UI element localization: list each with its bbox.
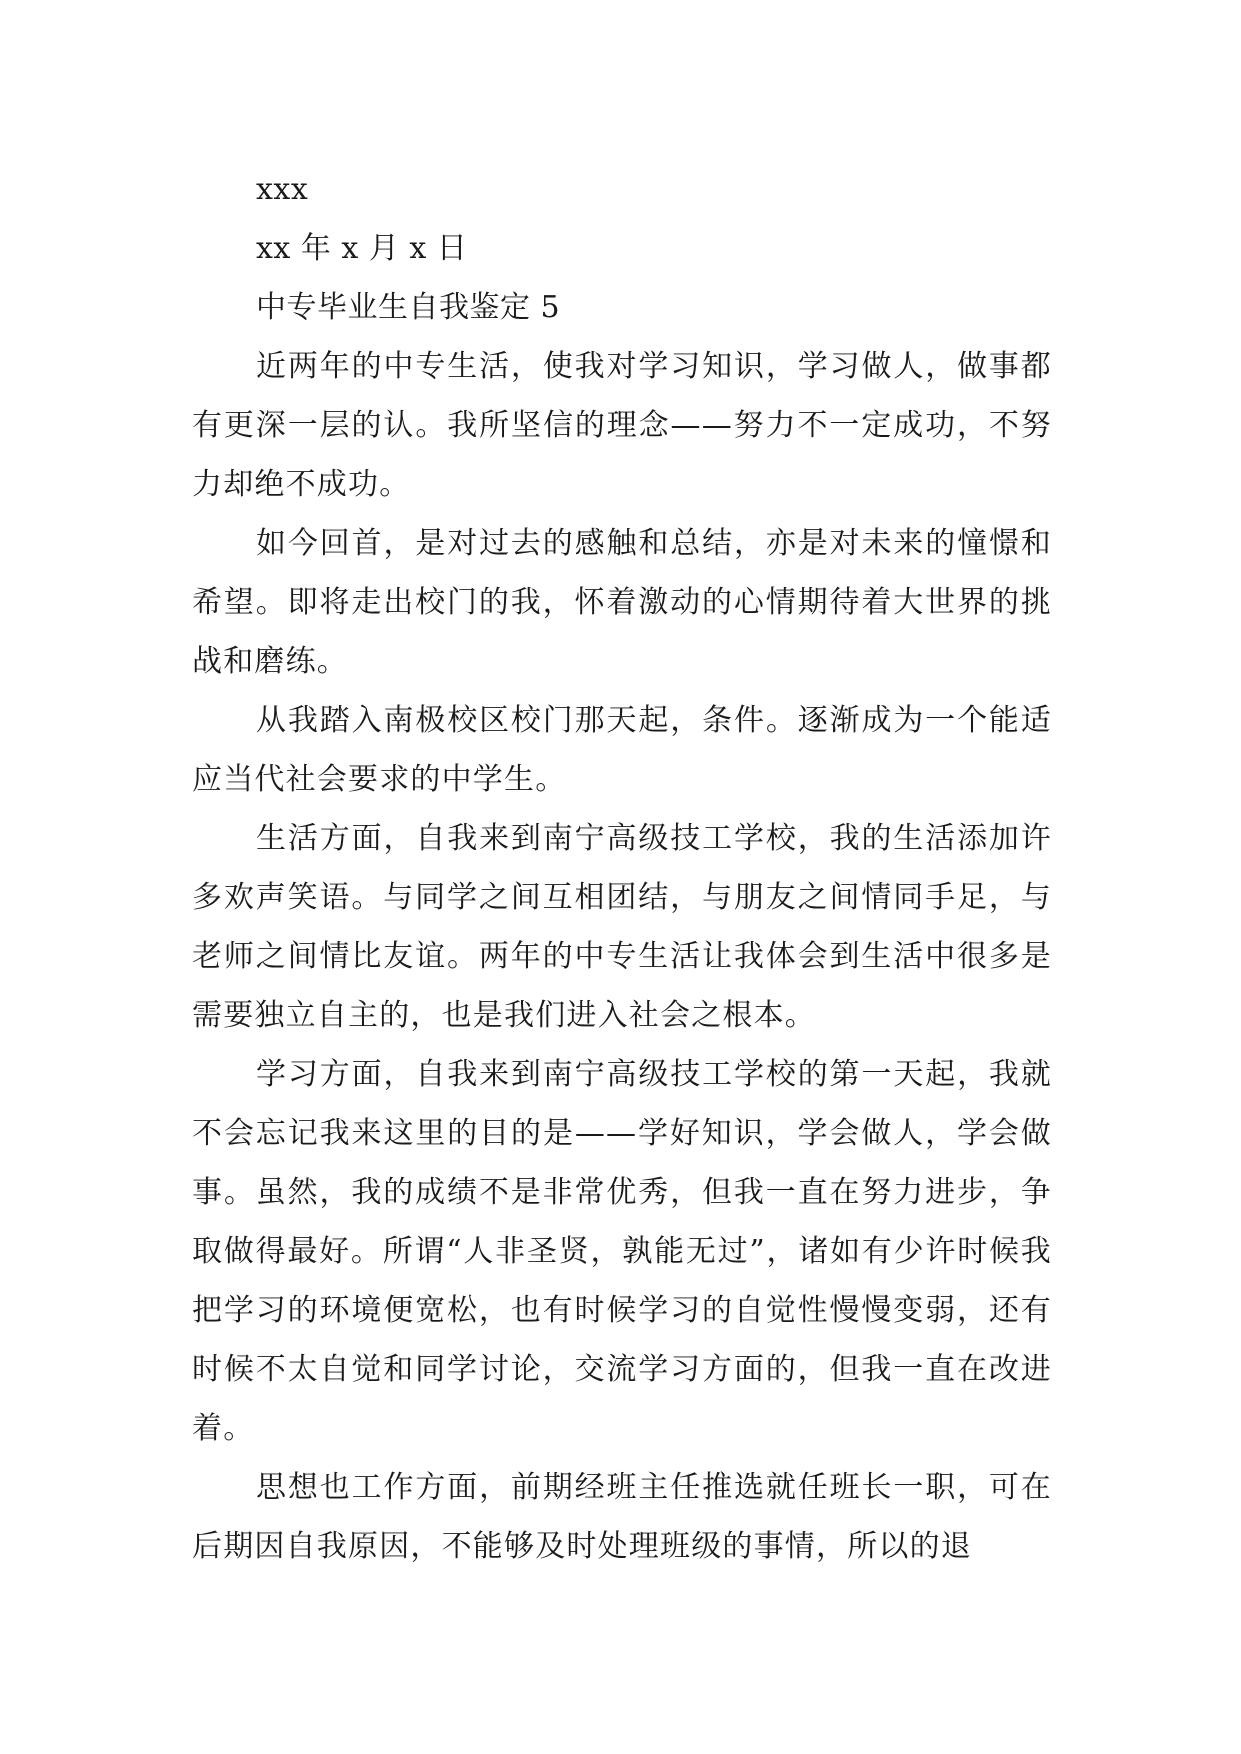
document-body [192,160,1052,1576]
paragraph: 近两年的中专生活，使我对学习知识，学习做人，做事都有更深一层的认。我所坚信的理念——努力不一定成功，不努力却绝不成功。 [192,349,1052,502]
paragraph: 学习方面，自我来到南宁高级技工学校的第一天起，我就不会忘记我来这里的目的是——学好知识，学会做人，学会做事。虽然，我的成绩不是非常优秀，但我一直在努力进步，争取做得最好。所谓“人非圣贤，孰能无过”，诸如有少许时候我把学习的环境便宽松，也有时候学习的自觉性慢慢变弱，还有时候不太自觉和同学讨论，交流学习方面的，但我一直在改进着。 [192,1057,1052,1446]
signature-name: xxx [256,172,309,207]
section-title: 中专毕业生自我鉴定 5 [256,290,561,325]
paragraph: 生活方面，自我来到南宁高级技工学校，我的生活添加许多欢声笑语。与同学之间互相团结，与朋友之间情同手足，与老师之间情比友谊。两年的中专生活让我体会到生活中很多是需要独立自主的，也是我们进入社会之根本。 [192,821,1052,1033]
paragraph: 如今回首，是对过去的感触和总结，亦是对未来的憧憬和希望。即将走出校门的我，怀着激动的心情期待着大世界的挑战和磨练。 [192,526,1052,679]
paragraph: 从我踏入南极校区校门那天起，条件。逐渐成为一个能适应当代社会要求的中学生。 [192,703,1052,797]
signature-date: xx 年 x 月 x 日 [256,231,468,266]
paragraph: 思想也工作方面，前期经班主任推选就任班长一职，可在后期因自我原因，不能够及时处理班级的事情，所以的退 [192,1470,1052,1564]
